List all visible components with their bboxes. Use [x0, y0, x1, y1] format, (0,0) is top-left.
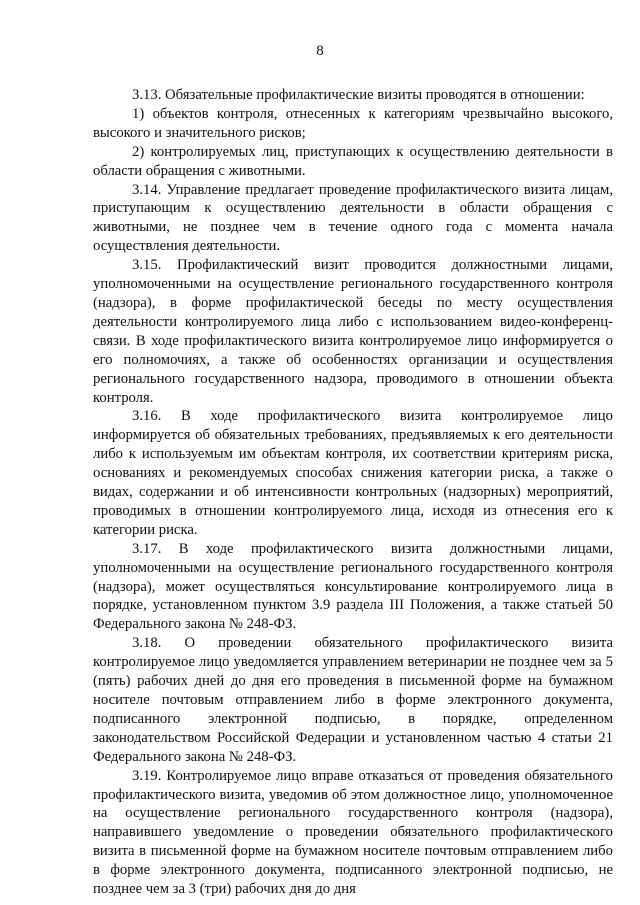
paragraph-3-13-item-1: 1) объектов контроля, отнесенных к категориям чрезвычайно высокого, высокого и значительного рисков; [93, 105, 613, 141]
paragraph-3-14: 3.14. Управление предлагает проведение профилактического визита лицам, приступающим к осуществлению деятельности в области обращения с животными, не позднее чем в течение одного года с момента начала осуществления деятельности. [93, 181, 613, 255]
paragraph-3-13: 3.13. Обязательные профилактические визиты проводятся в отношении: [132, 87, 585, 103]
paragraph-3-19: 3.19. Контролируемое лицо вправе отказаться от проведения обязательного профилактического визита, уведомив об этом должностное лицо, уполномоченное на осуществление регионального государственного контроля (надзора), направившего уведомление о проведении обязательного профилактического визита в письменной форме на бумажном носителе почтовым отправлением либо в форме электронного документа, подписанного электронной подписью, не позднее чем за 3 (три) рабочих дня до дня [93, 767, 613, 898]
document-body [93, 86, 613, 899]
paragraph-3-16: 3.16. В ходе профилактического визита контролируемое лицо информируется об обязательных требованиях, предъявляемых к его деятельности либо к используемым им объектам контроля, их соответствии критериям риска, основаниях и рекомендуемых способах снижения категории риска, а также о видах, содержании и об интенсивности контрольных (надзорных) мероприятий, проводимых в отношении контролируемого лица, исходя из отнесения его к категории риска. [93, 408, 613, 538]
paragraph-3-18: 3.18. О проведении обязательного профилактического визита контролируемое лицо уведомляется управлением ветеринарии не позднее чем за 5 (пять) рабочих дней до дня его проведения в письменной форме на бумажном носителе почтовым отправлением либо в форме электронного документа, подписанного электронной подписью, в порядке, определенном законодательством Российской Федерации и установленном частью 4 статьи 21 Федерального закона № 248-ФЗ. [93, 635, 613, 765]
paragraph-3-13-item-2: 2) контролируемых лиц, приступающих к осуществлению деятельности в области обращения с животными. [93, 143, 613, 179]
page-number: 8 [316, 43, 324, 59]
paragraph-3-17: 3.17. В ходе профилактического визита должностными лицами, уполномоченными на осуществление регионального государственного контроля (надзора), может осуществляться консультирование контролируемого лица в порядке, установленном пунктом 3.9 раздела III Положения, а также статьей 50 Федерального закона № 248-ФЗ. [93, 540, 613, 633]
paragraph-3-15: 3.15. Профилактический визит проводится должностными лицами, уполномоченными на осуществление регионального государственного контроля (надзора), в форме профилактической беседы по месту осуществления деятельности контролируемого лица либо с использованием видео-конференц-связи. В ходе профилактического визита контролируемое лицо информируется о его полномочиях, а также об особенностях организации и осуществления регионального государственного надзора, проводимого в отношении объекта контроля. [93, 257, 613, 406]
